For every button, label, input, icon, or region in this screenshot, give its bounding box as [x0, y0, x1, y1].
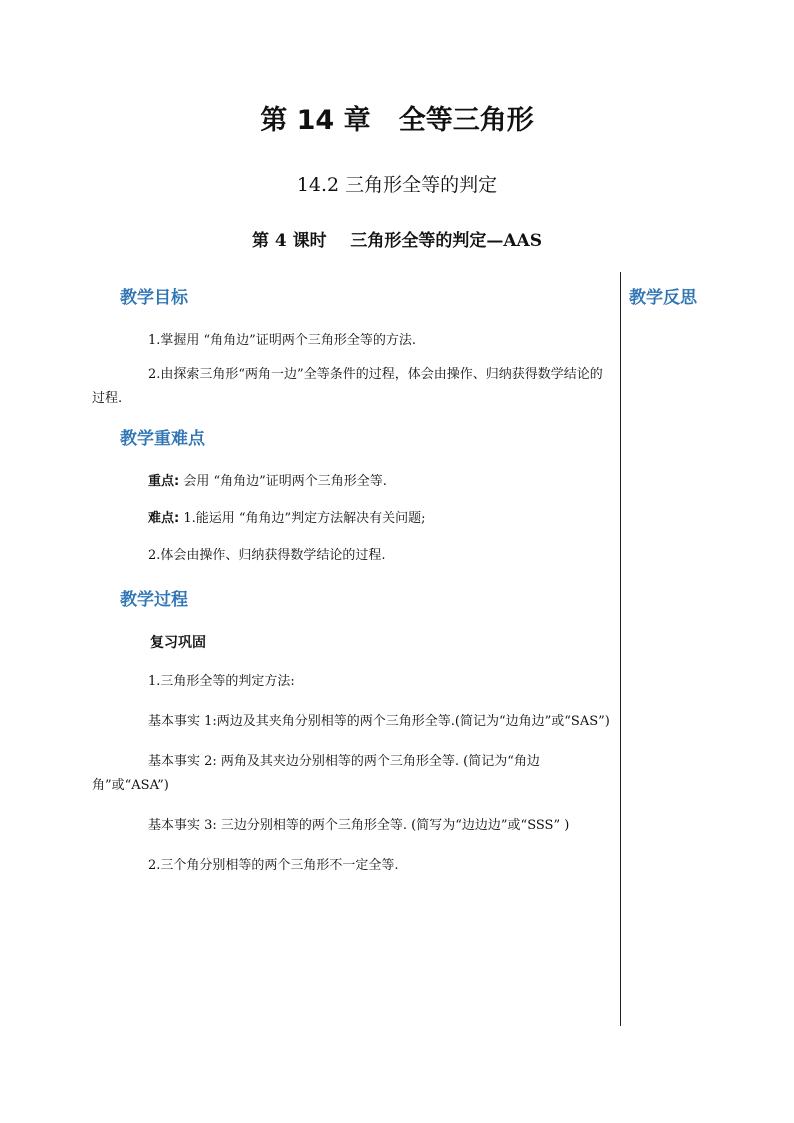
key-points-heading: 教学重难点: [120, 429, 205, 449]
process-item-2: 2.三个角分别相等的两个三角形不一定全等.: [148, 858, 399, 873]
difficulty-item-2: 2.体会由操作、归纳获得数学结论的过程.: [148, 548, 386, 563]
difficulty-line: [120, 507, 615, 531]
main-content: [92, 283, 615, 878]
difficulty-label: 难点:: [148, 511, 180, 526]
lesson-title: 第 4 课时 三角形全等的判定—AAS: [252, 231, 542, 251]
focus-label: 重点:: [148, 474, 180, 489]
review-heading: 复习巩固: [150, 635, 206, 651]
process-heading: 教学过程: [120, 590, 188, 610]
basic-fact-1: 基本事实 1:两边及其夹角分别相等的两个三角形全等.(简记为“边角边”或“SAS”): [148, 714, 610, 729]
reflection-heading: 教学反思: [629, 288, 697, 308]
section-title: 14.2 三角形全等的判定: [296, 174, 498, 196]
objective-item-1: 1.掌握用 “角角边”证明两个三角形全等的方法.: [148, 333, 416, 348]
chapter-title: 第 14 章 全等三角形: [260, 105, 534, 136]
basic-fact-3: 基本事实 3: 三边分别相等的两个三角形全等. (简写为“边边边”或“SSS” ): [148, 818, 570, 833]
process-item-1: 1.三角形全等的判定方法:: [148, 674, 295, 689]
focus-line: [120, 470, 615, 494]
difficulty-text: 1.能运用 “角角边”判定方法解决有关问题;: [179, 511, 426, 526]
basic-fact-2: 基本事实 2: 两角及其夹边分别相等的两个三角形全等. (简记为“角边角”或“ASA”): [92, 754, 540, 793]
objective-item-2: 2.由探索三角形“两角一边”全等条件的过程，体会由操作、归纳获得数学结论的过程.: [92, 367, 603, 406]
column-divider: [620, 272, 621, 1026]
focus-text: 会用 “角角边”证明两个三角形全等.: [179, 474, 387, 489]
objectives-heading: 教学目标: [120, 288, 188, 308]
